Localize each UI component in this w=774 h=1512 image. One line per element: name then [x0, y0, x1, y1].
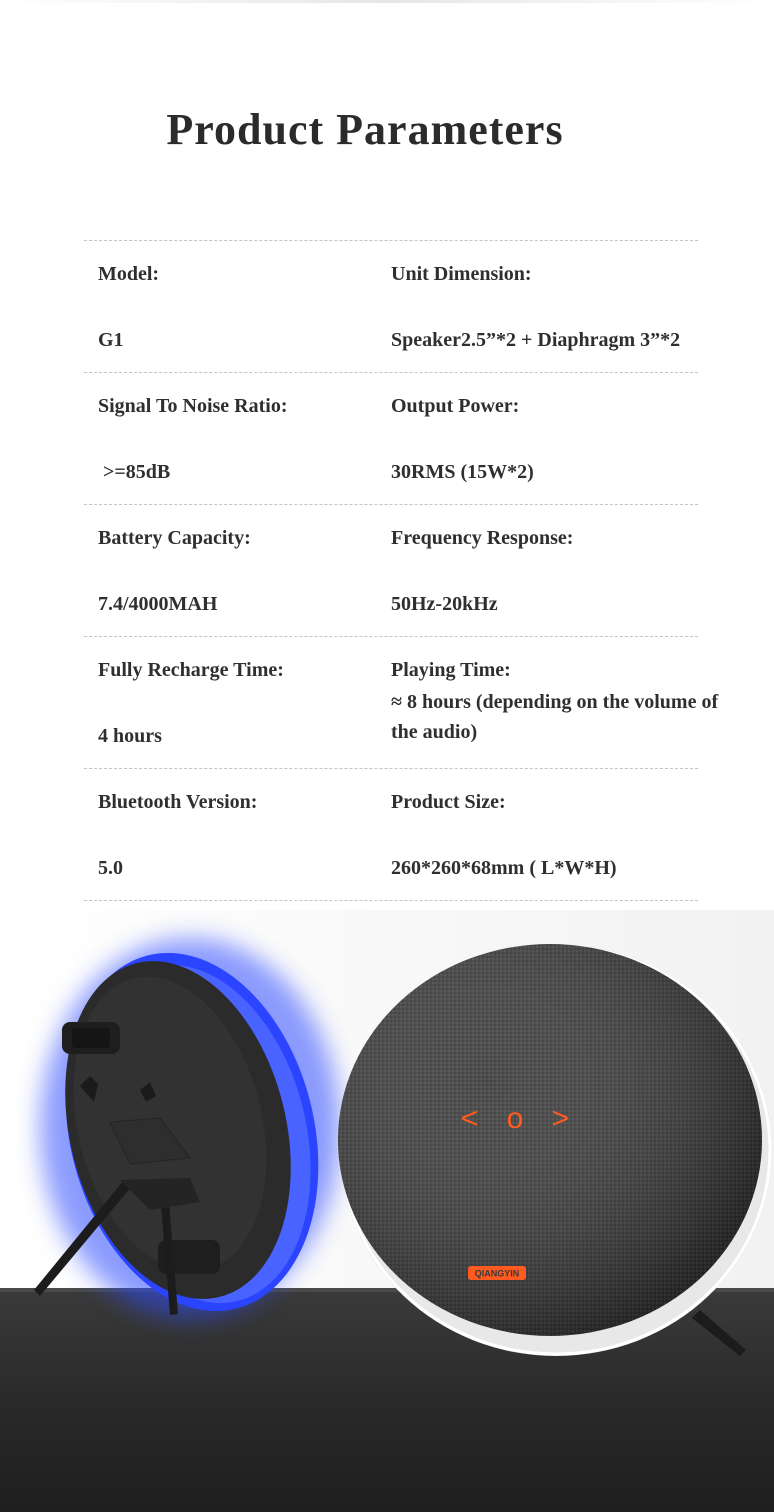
param-label-frequency: Frequency Response:: [391, 527, 574, 549]
row-separator: [84, 900, 698, 901]
param-value-output-power: 30RMS (15W*2): [391, 461, 534, 483]
param-label-product-size: Product Size:: [391, 791, 506, 813]
page-title: Product Parameters: [166, 105, 564, 154]
parameter-row: [84, 637, 719, 768]
param-value-product-size: 260*260*68mm ( L*W*H): [391, 857, 617, 879]
param-label-bluetooth: Bluetooth Version:: [98, 791, 258, 813]
parameter-row: [84, 505, 698, 636]
param-value-snr: >=85dB: [98, 461, 171, 483]
param-value-model: G1: [98, 329, 124, 351]
param-label-playing-time: Playing Time:: [391, 659, 511, 681]
param-label-snr: Signal To Noise Ratio:: [98, 395, 288, 417]
parameter-row: [84, 769, 698, 900]
param-label-battery: Battery Capacity:: [98, 527, 251, 549]
param-value-recharge-time: 4 hours: [98, 725, 162, 747]
speaker-controls-label: < o >: [460, 1102, 580, 1135]
param-label-unit-dimension: Unit Dimension:: [391, 263, 532, 285]
brand-label: QIANGYIN: [474, 1268, 520, 1279]
param-value-battery: 7.4/4000MAH: [98, 593, 218, 615]
param-label-recharge-time: Fully Recharge Time:: [98, 659, 284, 681]
parameters-table: [84, 240, 719, 901]
param-label-output-power: Output Power:: [391, 395, 520, 417]
parameter-row: [84, 241, 698, 372]
param-value-bluetooth: 5.0: [98, 857, 123, 879]
param-label-model: Model:: [98, 263, 160, 285]
param-value-playing-time: ≈ 8 hours (depending on the volume of the audio): [391, 691, 719, 743]
parameter-row: [84, 373, 698, 504]
param-value-unit-dimension: Speaker2.5”*2 + Diaphragm 3”*2: [391, 329, 681, 351]
product-photo: [0, 910, 774, 1512]
top-divider: [0, 0, 774, 3]
param-value-frequency: 50Hz-20kHz: [391, 593, 498, 615]
